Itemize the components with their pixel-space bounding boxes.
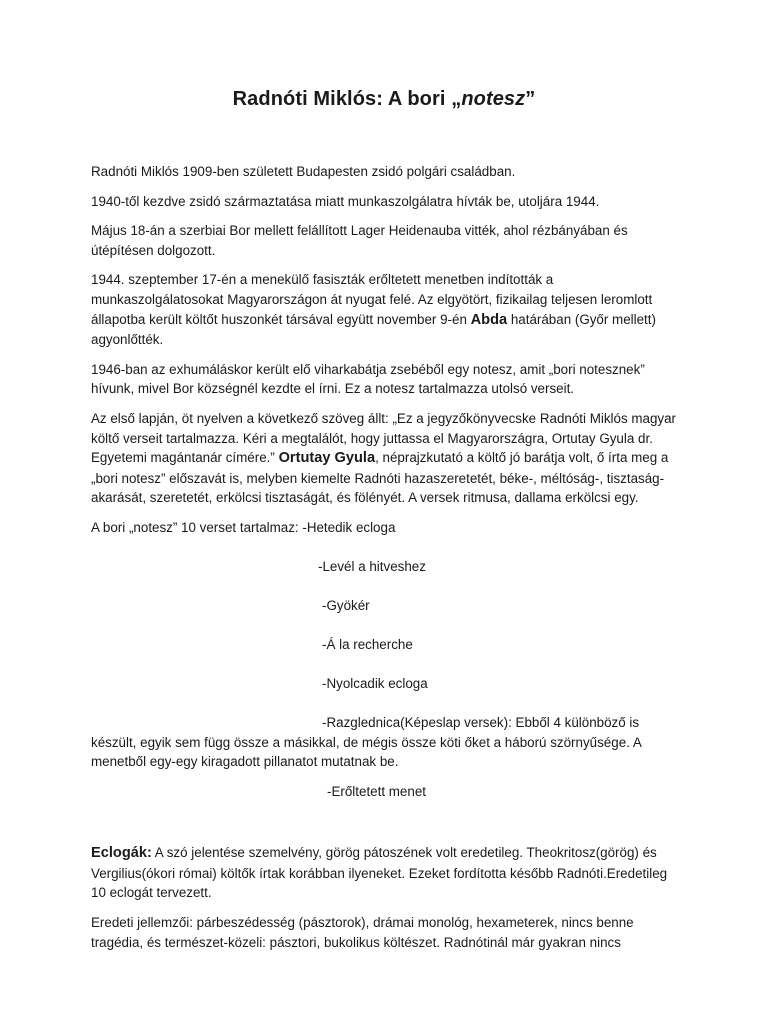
poem-list-item: -Gyökér: [322, 597, 370, 613]
title-suffix: ”: [525, 88, 536, 110]
page-title: [0, 88, 768, 111]
abda-bold: Abda: [470, 311, 508, 328]
paragraph-eclogak-text: A szó jelentése szemelvény, görög pátoszének volt eredetileg. Theokritosz(görög) és Vergilius(ókori római) költők írtak korábban ilyeneket. Ezeket fordította később Radnóti.Eredetileg 10 eclogát tervezett.: [91, 845, 668, 901]
paragraph-razglednica: készült, egyik sem függ össze a másikkal, de mégis össze köti őket a háború szörnyűsége. A menetből egy-egy kiragadott pillanatot mutatnak be.: [91, 734, 642, 770]
paragraph-birth: Radnóti Miklós 1909-ben született Budapesten zsidó polgári családban.: [91, 164, 516, 179]
paragraph-first-page: [91, 409, 681, 508]
paragraph-first-page-text-b: , néprajzkutató a költő jó barátja volt, ő írta meg a „bori notesz” előszavát is, melyben kiemelte Radnóti hazaszeretetét, béke-, méltóság-, tisztaság-akarását, szeretetét, erkölcsi tisztaságát, és fölényét. A versek ritmusa, dallama erkölcsi egy.: [91, 450, 669, 506]
title-prefix: Radnóti Miklós: A bori „: [232, 88, 462, 110]
paragraph-features: Eredeti jellemzői: párbeszédesség (pásztorok), drámai monológ, hexameterek, nincs benne tragédia, és természet-közeli: pásztori, bukolikus költészet. Radnótinál már gyakran nincs: [91, 915, 634, 950]
paragraph-death: [91, 270, 681, 349]
paragraph-labour-service: 1940-től kezdve zsidó származtatása miatt munkaszolgálatra hívták be, utoljára 1944.: [91, 193, 600, 209]
paragraph-exhumation: 1946-ban az exhumáláskor került elő viharkabátja zsebéből egy notesz, amit „bori notesznek” hívunk, mivel Bor községnél kezdte el írni. Ez a notesz tartalmazza utolsó verseit.: [91, 361, 645, 397]
title-italic: notesz: [461, 88, 526, 110]
ortutay-bold: Ortutay Gyula: [278, 450, 376, 467]
paragraph-eclogak: [91, 843, 681, 903]
poem-list-item: -Razglednica(Képeslap versek): Ebből 4 különböző is: [322, 714, 640, 730]
paragraph-death-text-a: 1944. szeptember 17-én a menekülő fasiszták erőltetett menetben indították a munkaszolgálatosokat Magyarországon át nyugat felé. Az elgyötört, fizikailag teljesen leromlott állapotba került költőt huszonkét társával együtt november 9-én: [91, 272, 653, 327]
paragraph-bor: Május 18-án a szerbiai Bor mellett felállított Lager Heidenauba vitték, ahol rézbányában és útépítésen dolgozott.: [91, 223, 628, 258]
poem-list-item: -Nyolcadik ecloga: [322, 675, 428, 691]
poem-list-item: -Á la recherche: [322, 636, 413, 652]
eclogak-bold: Eclogák:: [91, 845, 152, 862]
poem-list-item: -Levél a hitveshez: [318, 558, 426, 574]
document-body: [91, 162, 681, 962]
paragraph-first-page-text-a: Az első lapján, öt nyelven a következő szöveg állt: „Ez a jegyzőkönyvecske Radnóti Miklós magyar költő verseit tartalmazza. Kéri a megtalálót, hogy juttassa el Magyarországra, Ortutay Gyula dr. Egyetemi magántanár címére.”: [91, 410, 677, 466]
poem-list-item: -Erőltetett menet: [327, 783, 426, 799]
poem-list-intro: A bori „notesz” 10 verset tartalmaz: -Hetedik ecloga: [91, 519, 396, 535]
paragraph-death-text-b: határában (Győr mellett) agyonlőtték.: [91, 311, 656, 348]
